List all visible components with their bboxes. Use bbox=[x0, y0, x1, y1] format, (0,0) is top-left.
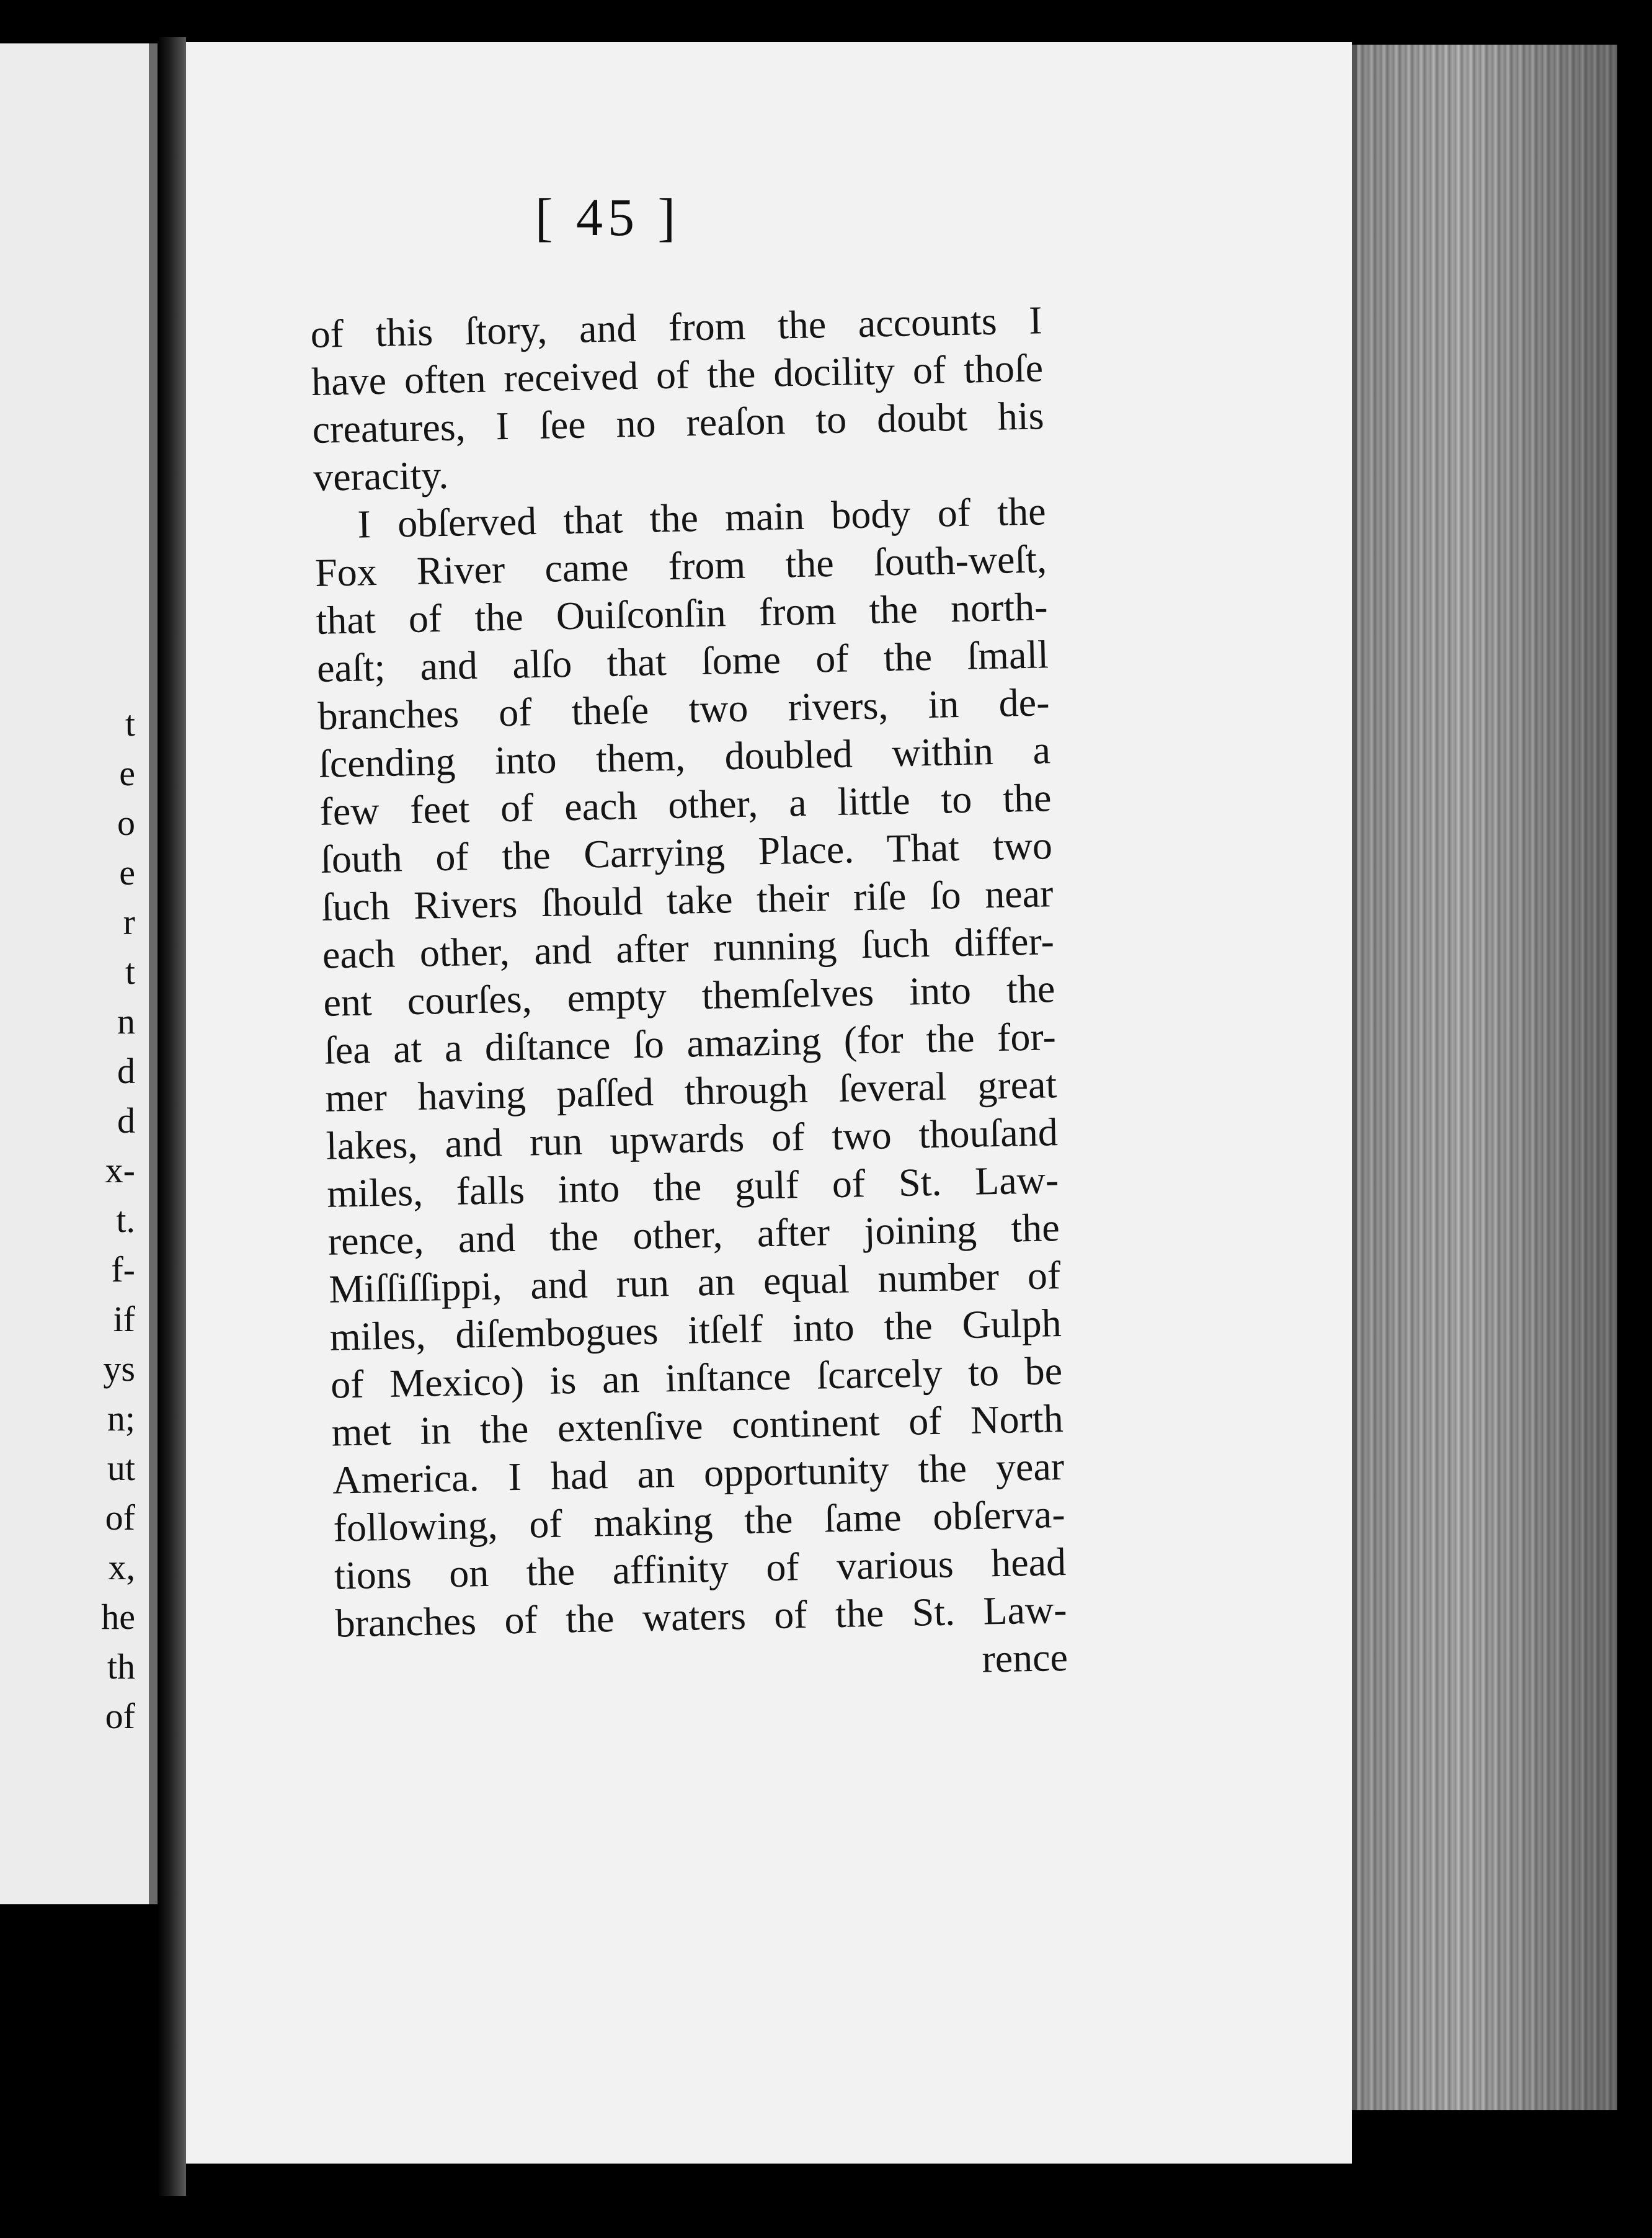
text-line: America. I had an opportunity the year bbox=[332, 1444, 1065, 1502]
text-line: met in the extenſive continent of North bbox=[331, 1396, 1064, 1455]
text-line: ſcending into them, doubled within a bbox=[318, 728, 1051, 786]
previous-page-fragment: th bbox=[107, 1646, 135, 1687]
text-line: mer having paſſed through ſeveral great bbox=[324, 1062, 1057, 1120]
text-line: eaſt; and alſo that ſome of the ſmall bbox=[316, 632, 1049, 690]
text-line: rence, and the other, after joining the bbox=[327, 1205, 1060, 1264]
previous-page-fragment: f- bbox=[111, 1249, 135, 1290]
previous-page-fragment: of bbox=[105, 1696, 135, 1736]
text-line: creatures, I ſee no reaſon to doubt his bbox=[312, 393, 1045, 452]
text-line: Miſſiſſippi, and run an equal number of bbox=[328, 1253, 1061, 1311]
text-line: ent courſes, empty themſelves into the bbox=[322, 966, 1055, 1025]
previous-page-fragment: x- bbox=[105, 1150, 135, 1190]
previous-page-fragment: ut bbox=[107, 1448, 135, 1488]
page-number-head: [ 45 ] bbox=[535, 187, 681, 247]
text-line: of Mexico) is an inſtance ſcarcely to be bbox=[330, 1349, 1063, 1407]
text-line: branches of the waters of the St. Law- bbox=[334, 1587, 1068, 1646]
paragraph-first-line: I obſerved that the main body of the bbox=[357, 489, 1047, 546]
text-line: ſouth of the Carrying Place. That two bbox=[320, 823, 1053, 881]
text-line: tions on the affinity of various head bbox=[334, 1539, 1067, 1598]
text-line: lakes, and run upwards of two thouſand bbox=[326, 1110, 1059, 1168]
text-line: few feet of each other, a little to the bbox=[319, 775, 1052, 834]
previous-page-fragment: he bbox=[101, 1597, 135, 1637]
book-fore-edge bbox=[1352, 45, 1617, 2110]
previous-page-fragment: ys bbox=[103, 1349, 135, 1389]
text-line: ſea at a diſtance ſo amazing (for the for- bbox=[324, 1014, 1057, 1072]
text-line: miles, falls into the gulf of St. Law- bbox=[326, 1157, 1059, 1216]
previous-page-fragment: of bbox=[105, 1497, 135, 1538]
text-line: Fox River came from the ſouth-weſt, bbox=[314, 537, 1047, 595]
catchword: rence bbox=[981, 1634, 1068, 1681]
previous-page-fragment: d bbox=[117, 1051, 135, 1091]
previous-page-fragment: n bbox=[117, 1001, 135, 1041]
previous-page-edge bbox=[0, 43, 158, 1904]
previous-page-fragment: x, bbox=[108, 1547, 135, 1587]
previous-page-fragment: if bbox=[113, 1299, 135, 1339]
text-line: miles, diſembogues itſelf into the Gulph bbox=[329, 1301, 1062, 1359]
previous-page-fragment: t bbox=[125, 703, 135, 744]
previous-page-fragment: n; bbox=[107, 1398, 135, 1438]
text-line: ſuch Rivers ſhould take their riſe ſo near bbox=[321, 871, 1054, 929]
previous-page-fragment: r bbox=[123, 902, 135, 942]
text-line: each other, and after running ſuch differ- bbox=[322, 919, 1055, 977]
text-line: following, of making the ſame obſerva- bbox=[333, 1491, 1066, 1550]
previous-page-fragment: t bbox=[125, 952, 135, 992]
previous-page-fragment: o bbox=[117, 803, 135, 843]
body-text bbox=[310, 296, 1068, 1695]
previous-page-fragment: e bbox=[119, 852, 135, 893]
previous-page-fragment: t. bbox=[116, 1200, 135, 1240]
previous-page-fragment: d bbox=[117, 1100, 135, 1141]
text-line: of this ſtory, and from the accounts I bbox=[310, 298, 1043, 356]
text-line: veracity. bbox=[313, 452, 449, 499]
text-line: have often received of the docility of thoſe bbox=[311, 346, 1044, 404]
previous-page-fragment: e bbox=[119, 753, 135, 793]
text-line: branches of theſe two rivers, in de- bbox=[317, 680, 1050, 738]
book-gutter bbox=[158, 37, 186, 2196]
text-line: that of the Ouiſconſin from the north- bbox=[315, 584, 1049, 643]
fore-edge-shading bbox=[1357, 45, 1617, 2110]
